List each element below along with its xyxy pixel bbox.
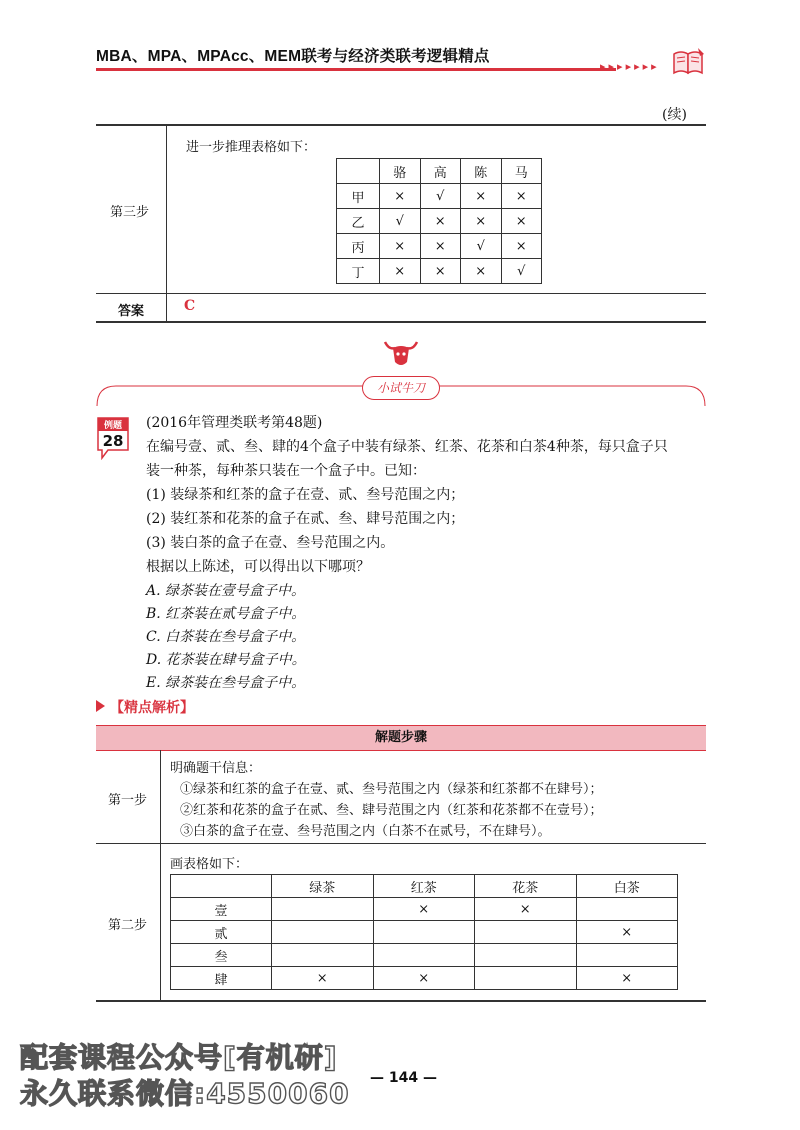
- grid-cell: 丁: [337, 259, 380, 284]
- grid-cell: ×: [576, 967, 678, 990]
- grid-cell: [373, 944, 475, 967]
- grid-cell: [475, 967, 577, 990]
- triangle-bullet-icon: [96, 700, 105, 712]
- grid-cell: ×: [461, 209, 502, 234]
- step1-line: 明确题干信息：: [170, 761, 262, 776]
- solution-table-title: 解题步骤: [374, 730, 427, 745]
- grid-cell: [475, 921, 577, 944]
- step1-line: ①绿茶和红茶的盒子在壹、贰、叁号范围之内（绿茶和红茶都不在肆号）；: [180, 782, 603, 797]
- question-prompt: 根据以上陈述，可以得出以下哪项？: [146, 559, 370, 575]
- step1-line: ②红茶和花茶的盒子在贰、叁、肆号范围之内（红茶和花茶都不在壹号）；: [180, 803, 603, 818]
- deduction-grid: [336, 158, 542, 284]
- grid-cell: 甲: [337, 184, 380, 209]
- option-d: D. 花茶装在肆号盒子中。: [146, 652, 306, 668]
- step2-intro: 画表格如下：: [170, 857, 249, 872]
- grid-cell: √: [461, 234, 502, 259]
- option-c: C. 白茶装在叁号盒子中。: [146, 629, 306, 645]
- grid-cell: 壹: [171, 898, 272, 921]
- grid-cell: ×: [272, 967, 374, 990]
- grid-row: [171, 921, 678, 944]
- grid-cell: ×: [420, 259, 461, 284]
- grid-cell: ×: [380, 234, 421, 259]
- answer-label: 答案: [118, 304, 145, 319]
- grid-cell: √: [420, 184, 461, 209]
- grid-cell: ×: [420, 209, 461, 234]
- grid-cell: ×: [501, 234, 542, 259]
- example-stem-line2: 装一种茶，每种茶只装在一个盒子中。已知：: [146, 463, 426, 479]
- grid-cell: 红茶: [373, 875, 475, 898]
- grid-cell: [337, 159, 380, 184]
- condition-2: (2) 装红茶和花茶的盒子在贰、叁、肆号范围之内；: [146, 511, 465, 527]
- grid-cell: ×: [380, 184, 421, 209]
- analysis-heading: 【精点解析】: [110, 700, 194, 716]
- condition-3: (3) 装白茶的盒子在壹、叁号范围之内。: [146, 535, 395, 551]
- grid-cell: ×: [576, 921, 678, 944]
- grid-cell: [373, 921, 475, 944]
- badge-number: 28: [102, 432, 124, 450]
- grid-cell: 高: [420, 159, 461, 184]
- example-source: (2016年管理类联考第48题): [146, 415, 323, 431]
- step3-intro: 进一步推理表格如下：: [186, 140, 317, 155]
- step1-label: 第一步: [108, 793, 148, 808]
- grid-header-row: [171, 875, 678, 898]
- grid-cell: [272, 944, 374, 967]
- table-bottom-border: [96, 321, 706, 323]
- grid-cell: √: [501, 259, 542, 284]
- badge-label: 例题: [103, 421, 122, 431]
- solution-table-header: [96, 725, 706, 751]
- grid-cell: ×: [475, 898, 577, 921]
- banner-title: 小试牛刀: [362, 376, 440, 400]
- solution-bottom-border: [96, 1000, 706, 1002]
- watermark-line1: 配套课程公众号[有机研]: [20, 1041, 338, 1074]
- grid-cell: ×: [461, 184, 502, 209]
- grid-row: [171, 967, 678, 990]
- bull-icon: [383, 338, 419, 374]
- grid-cell: √: [380, 209, 421, 234]
- table-row-divider: [96, 293, 706, 294]
- header-rule: [96, 68, 616, 71]
- grid-cell: [576, 898, 678, 921]
- continued-label: (续): [662, 107, 687, 123]
- solution-header-bottom: [96, 750, 706, 751]
- example-stem-line1: 在编号壹、贰、叁、肆的4个盒子中装有绿茶、红茶、花茶和白茶4种茶，每只盒子只: [146, 439, 668, 455]
- option-b: B. 红茶装在贰号盒子中。: [146, 606, 306, 622]
- grid-row: [337, 209, 542, 234]
- solution-column-divider: [160, 750, 161, 1000]
- grid-cell: ×: [420, 234, 461, 259]
- table-top-border: [96, 124, 706, 126]
- page-number: — 144 —: [370, 1070, 437, 1086]
- grid-cell: 贰: [171, 921, 272, 944]
- watermark-line2: 永久联系微信:4550060: [20, 1077, 350, 1110]
- solution-row-divider: [96, 843, 706, 844]
- grid-cell: 陈: [461, 159, 502, 184]
- grid-row: [337, 259, 542, 284]
- step1-line: ③白茶的盒子在壹、叁号范围之内（白茶不在贰号，不在肆号）。: [180, 824, 551, 839]
- grid-header-row: [337, 159, 542, 184]
- grid-cell: ×: [373, 898, 475, 921]
- grid-cell: 肆: [171, 967, 272, 990]
- grid-row: [171, 944, 678, 967]
- grid-cell: 叁: [171, 944, 272, 967]
- grid-cell: [272, 921, 374, 944]
- header-title: MBA、MPA、MPAcc、MEM联考与经济类联考逻辑精点: [96, 48, 490, 65]
- tea-box-grid: [170, 874, 678, 990]
- condition-1: (1) 装绿茶和红茶的盒子在壹、贰、叁号范围之内；: [146, 487, 465, 503]
- grid-cell: 骆: [380, 159, 421, 184]
- grid-cell: ×: [380, 259, 421, 284]
- grid-cell: ×: [501, 209, 542, 234]
- grid-cell: 马: [501, 159, 542, 184]
- answer-value: C: [184, 298, 196, 314]
- grid-cell: [576, 944, 678, 967]
- grid-cell: [272, 898, 374, 921]
- grid-cell: 白茶: [576, 875, 678, 898]
- step2-label: 第二步: [108, 918, 148, 933]
- grid-cell: 花茶: [475, 875, 577, 898]
- header-dots: ▸▸▸▸▸▸▸: [600, 60, 660, 73]
- option-a: A. 绿茶装在壹号盒子中。: [146, 583, 306, 599]
- grid-cell: 乙: [337, 209, 380, 234]
- grid-row: [337, 184, 542, 209]
- option-e: E. 绿茶装在叁号盒子中。: [146, 675, 306, 691]
- grid-cell: ×: [501, 184, 542, 209]
- grid-row: [171, 898, 678, 921]
- example-badge: [96, 416, 130, 456]
- book-icon: [672, 46, 706, 80]
- grid-cell: [171, 875, 272, 898]
- grid-cell: 丙: [337, 234, 380, 259]
- step3-label: 第三步: [110, 205, 150, 220]
- grid-cell: ×: [461, 259, 502, 284]
- grid-cell: 绿茶: [272, 875, 374, 898]
- grid-row: [337, 234, 542, 259]
- grid-cell: [475, 944, 577, 967]
- grid-cell: ×: [373, 967, 475, 990]
